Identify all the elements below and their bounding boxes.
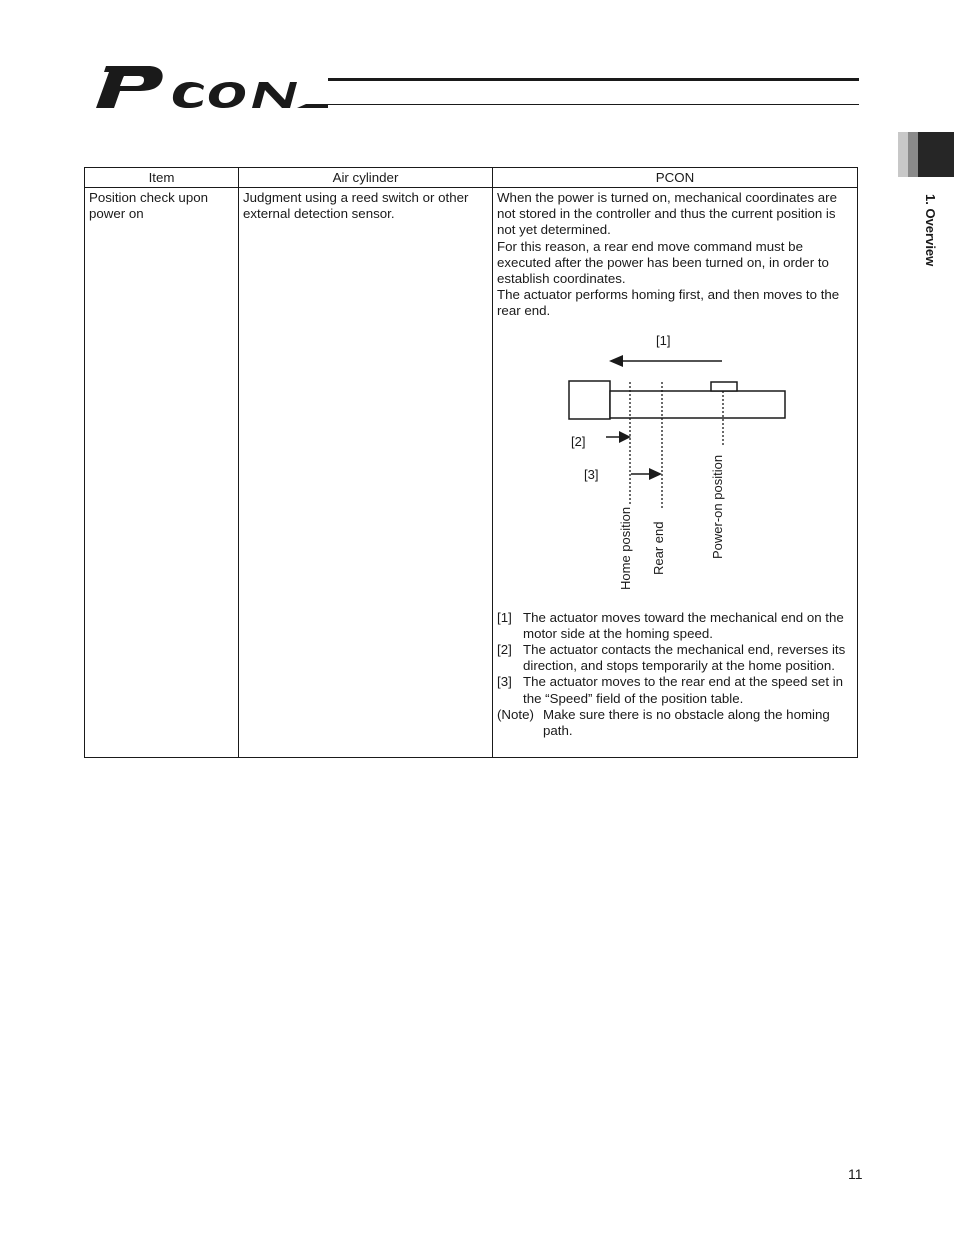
homing-diagram <box>493 326 858 596</box>
note-item <box>497 707 853 739</box>
note-text: The actuator moves to the rear end at the speed set in the “Speed” field of the position table. <box>523 674 844 706</box>
label-home-position: Home position <box>618 506 633 590</box>
header-rule-thin <box>328 104 859 105</box>
note-number: (Note) <box>497 706 534 722</box>
note-item <box>497 642 853 674</box>
chapter-tab-light <box>898 132 908 177</box>
cell-air-cylinder: Judgment using a reed switch or other external detection sensor. <box>239 188 493 758</box>
cell-item: Position check upon power on <box>85 188 239 758</box>
diagram-label-2: [2] <box>571 433 586 449</box>
pcon-logo <box>96 64 328 110</box>
diagram-label-1: [1] <box>656 332 671 348</box>
notes-list <box>497 610 853 740</box>
header-air-cylinder: Air cylinder <box>239 168 493 188</box>
note-text: The actuator moves toward the mechanical end on the motor side at the homing speed. <box>523 609 844 641</box>
header-item: Item <box>85 168 239 188</box>
contact-arrow-head <box>619 431 631 443</box>
label-rear-end: Rear end <box>651 521 666 575</box>
cell-pcon <box>493 188 858 758</box>
pcon-paragraph-3: The actuator performs homing first, and then moves to the rear end. <box>497 287 840 319</box>
page-number: 11 <box>848 1166 863 1182</box>
label-power-on-position: Power-on position <box>710 454 725 559</box>
note-item <box>497 610 853 642</box>
pcon-paragraph-2: For this reason, a rear end move command must be executed after the power has been turned on, in order to establish coordinates. <box>497 238 829 287</box>
actuator-slider <box>711 382 737 391</box>
chapter-tab-mid <box>908 132 918 177</box>
note-number: [2] <box>497 642 512 658</box>
table-header-row <box>85 168 858 188</box>
note-text: The actuator contacts the mechanical end, reverses its direction, and stops temporarily at the home position. <box>523 642 846 674</box>
homing-arrow-head <box>609 355 623 367</box>
header-rule-thick <box>328 78 859 81</box>
note-item <box>497 674 853 706</box>
table-row <box>85 188 858 758</box>
pcon-paragraph-1: When the power is turned on, mechanical coordinates are not stored in the controller and thus the current position is not yet determined. <box>497 190 837 238</box>
diagram-label-3: [3] <box>584 466 599 482</box>
note-number: [3] <box>497 674 512 690</box>
note-text: Make sure there is no obstacle along the homing path. <box>543 706 830 739</box>
chapter-side-label: 1. Overview <box>923 194 938 267</box>
actuator-motor <box>569 381 610 419</box>
note-number: [1] <box>497 609 512 625</box>
header-pcon: PCON <box>493 168 858 188</box>
actuator-body <box>610 391 785 418</box>
comparison-table <box>84 167 858 758</box>
chapter-tab-dark <box>918 132 954 177</box>
rear-end-arrow-head <box>649 468 662 480</box>
